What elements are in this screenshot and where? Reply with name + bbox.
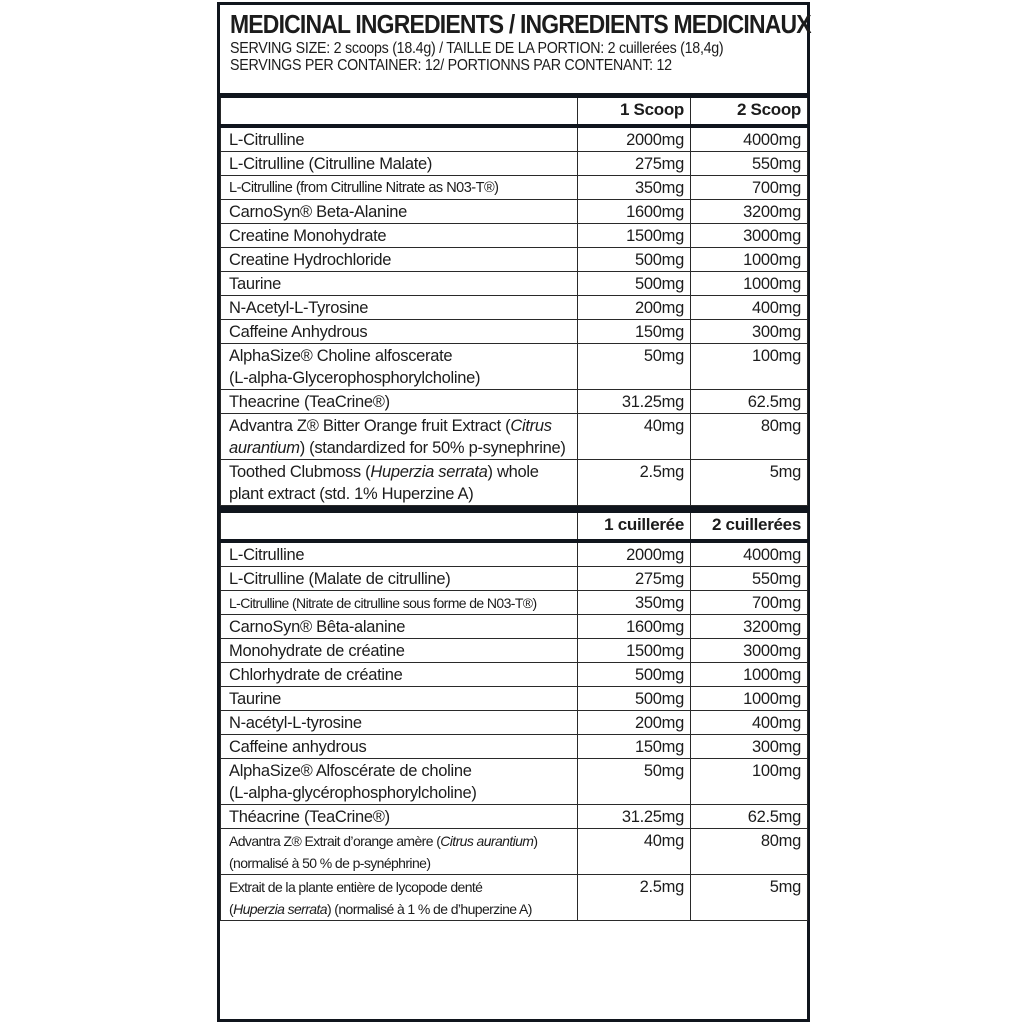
table-row xyxy=(221,591,808,615)
amount-2: 3000mg xyxy=(691,639,808,663)
amount-2: 4000mg xyxy=(691,126,808,152)
ingredient-name-line-2 xyxy=(229,437,571,459)
table-row xyxy=(221,320,808,344)
ingredient-name: CarnoSyn® Bêta-alanine xyxy=(221,615,578,639)
table-row xyxy=(221,615,808,639)
amount-1: 1500mg xyxy=(578,639,691,663)
ingredient-name-line-1: AlphaSize® Alfoscérate de choline xyxy=(229,762,472,780)
amount-2: 3000mg xyxy=(691,224,808,248)
table-row xyxy=(221,176,808,200)
table-row xyxy=(221,224,808,248)
amount-1: 1500mg xyxy=(578,224,691,248)
amount-2: 300mg xyxy=(691,735,808,759)
amount-2: 700mg xyxy=(691,176,808,200)
ingredient-name: N-acétyl-L-tyrosine xyxy=(221,711,578,735)
amount-2: 1000mg xyxy=(691,663,808,687)
table-row xyxy=(221,460,808,506)
amount-1: 2.5mg xyxy=(578,875,691,921)
ingredient-name-line-2: (L-alpha-glycérophosphorylcholine) xyxy=(229,784,477,802)
label-header xyxy=(220,5,811,93)
amount-1: 275mg xyxy=(578,152,691,176)
table-row xyxy=(221,344,808,390)
english-ingredients-table xyxy=(220,93,808,506)
amount-2: 5mg xyxy=(691,460,808,506)
amount-2: 80mg xyxy=(691,414,808,460)
latin-name: Citrus xyxy=(510,417,552,435)
amount-2: 700mg xyxy=(691,591,808,615)
table-row xyxy=(221,759,808,805)
table-row xyxy=(221,126,808,152)
amount-1: 350mg xyxy=(578,591,691,615)
table-header-row xyxy=(221,510,808,542)
table-row xyxy=(221,875,808,921)
ingredient-name: Taurine xyxy=(221,687,578,711)
ingredient-name-line-1 xyxy=(229,461,571,483)
name-text: ) xyxy=(533,833,538,849)
name-text: ) (standardized for 50% p-synephrine) xyxy=(299,439,566,457)
amount-2: 100mg xyxy=(691,344,808,390)
amount-1: 1600mg xyxy=(578,200,691,224)
amount-1: 2000mg xyxy=(578,541,691,567)
amount-1: 350mg xyxy=(578,176,691,200)
ingredient-name-line-2: (normalisé à 50 % de p-synéphrine) xyxy=(229,855,431,871)
amount-2: 1000mg xyxy=(691,248,808,272)
amount-2: 3200mg xyxy=(691,615,808,639)
table-row xyxy=(221,805,808,829)
ingredient-name: Taurine xyxy=(221,272,578,296)
amount-2: 62.5mg xyxy=(691,390,808,414)
table-row xyxy=(221,248,808,272)
table-row xyxy=(221,296,808,320)
amount-1: 200mg xyxy=(578,296,691,320)
header-blank-cell xyxy=(221,96,578,127)
ingredient-name-line-1 xyxy=(229,415,571,437)
ingredient-name: Caffeine Anhydrous xyxy=(221,320,578,344)
table-row xyxy=(221,414,808,460)
header-blank-cell xyxy=(221,510,578,542)
label-title: MEDICINAL INGREDIENTS / INGREDIENTS MEDICINAUX xyxy=(230,11,811,39)
amount-1: 150mg xyxy=(578,735,691,759)
amount-2: 80mg xyxy=(691,829,808,875)
table-row xyxy=(221,829,808,875)
ingredient-name: L-Citrulline xyxy=(221,126,578,152)
ingredient-name: L-Citrulline (Citrulline Malate) xyxy=(221,152,578,176)
amount-1: 500mg xyxy=(578,272,691,296)
ingredient-name: Caffeine anhydrous xyxy=(221,735,578,759)
amount-1: 500mg xyxy=(578,248,691,272)
serving-size: SERVING SIZE: 2 scoops (18.4g) / TAILLE DE LA PORTION: 2 cuillerées (18,4g) xyxy=(230,40,724,57)
amount-2: 4000mg xyxy=(691,541,808,567)
latin-name: Huperzia serrata xyxy=(370,463,488,481)
amount-1: 500mg xyxy=(578,663,691,687)
ingredient-name-line-1: Extrait de la plante entière de lycopode denté xyxy=(229,879,483,895)
name-text: ) (normalisé à 1 % de d’huperzine A) xyxy=(326,901,532,917)
ingredient-name: L-Citrulline xyxy=(221,541,578,567)
ingredient-name: Creatine Hydrochloride xyxy=(221,248,578,272)
amount-1: 2000mg xyxy=(578,126,691,152)
amount-2: 1000mg xyxy=(691,272,808,296)
name-text: ( xyxy=(229,901,234,917)
name-text: ) whole xyxy=(487,463,539,481)
amount-1: 200mg xyxy=(578,711,691,735)
table-row xyxy=(221,711,808,735)
amount-2: 5mg xyxy=(691,875,808,921)
table-row xyxy=(221,663,808,687)
column-header-2-scoop: 2 Scoop xyxy=(691,96,808,127)
table-row xyxy=(221,735,808,759)
ingredient-name: Creatine Monohydrate xyxy=(221,224,578,248)
ingredient-name: CarnoSyn® Beta-Alanine xyxy=(221,200,578,224)
amount-1: 50mg xyxy=(578,759,691,805)
amount-1: 500mg xyxy=(578,687,691,711)
ingredient-name xyxy=(221,344,578,390)
ingredient-name-line-1 xyxy=(229,830,571,852)
ingredient-name xyxy=(221,829,578,875)
table-row xyxy=(221,200,808,224)
latin-name: aurantium xyxy=(229,439,300,457)
table-row xyxy=(221,152,808,176)
ingredient-name xyxy=(221,414,578,460)
amount-2: 400mg xyxy=(691,711,808,735)
ingredient-name xyxy=(221,460,578,506)
ingredient-name: Chlorhydrate de créatine xyxy=(221,663,578,687)
amount-2: 1000mg xyxy=(691,687,808,711)
table-row xyxy=(221,567,808,591)
name-text: Toothed Clubmoss ( xyxy=(229,463,371,481)
amount-2: 550mg xyxy=(691,567,808,591)
name-text: Advantra Z® Extrait d’orange amère ( xyxy=(229,833,441,849)
column-header-1-scoop: 1 Scoop xyxy=(578,96,691,127)
ingredient-name-line-1: AlphaSize® Choline alfoscerate xyxy=(229,347,453,365)
ingredient-name: L-Citrulline (Malate de citrulline) xyxy=(221,567,578,591)
amount-2: 550mg xyxy=(691,152,808,176)
ingredient-name: L-Citrulline (Nitrate de citrulline sous forme de N03-T®) xyxy=(221,591,578,615)
amount-1: 150mg xyxy=(578,320,691,344)
amount-1: 50mg xyxy=(578,344,691,390)
amount-2: 300mg xyxy=(691,320,808,344)
table-row xyxy=(221,272,808,296)
amount-2: 400mg xyxy=(691,296,808,320)
table-header-row xyxy=(221,96,808,127)
name-text: Advantra Z® Bitter Orange fruit Extract ( xyxy=(229,417,511,435)
ingredient-name: L-Citrulline (from Citrulline Nitrate as N03-T®) xyxy=(221,176,578,200)
amount-2: 3200mg xyxy=(691,200,808,224)
amount-1: 275mg xyxy=(578,567,691,591)
table-row xyxy=(221,541,808,567)
column-header-1-cuilleree: 1 cuillerée xyxy=(578,510,691,542)
amount-1: 31.25mg xyxy=(578,390,691,414)
latin-name: Huperzia serrata xyxy=(233,901,327,917)
ingredient-name: N-Acetyl-L-Tyrosine xyxy=(221,296,578,320)
ingredient-name xyxy=(221,875,578,921)
column-header-2-cuillerees: 2 cuillerées xyxy=(691,510,808,542)
ingredient-name: Monohydrate de créatine xyxy=(221,639,578,663)
amount-1: 31.25mg xyxy=(578,805,691,829)
ingredient-name: Theacrine (TeaCrine®) xyxy=(221,390,578,414)
latin-name: Citrus aurantium xyxy=(440,833,534,849)
amount-1: 40mg xyxy=(578,829,691,875)
amount-2: 100mg xyxy=(691,759,808,805)
table-row xyxy=(221,390,808,414)
ingredient-name: Théacrine (TeaCrine®) xyxy=(221,805,578,829)
amount-2: 62.5mg xyxy=(691,805,808,829)
amount-1: 40mg xyxy=(578,414,691,460)
ingredient-name-line-2: plant extract (std. 1% Huperzine A) xyxy=(229,485,474,503)
table-row xyxy=(221,687,808,711)
amount-1: 2.5mg xyxy=(578,460,691,506)
table-row xyxy=(221,639,808,663)
ingredient-name-line-2: (L-alpha-Glycerophosphorylcholine) xyxy=(229,369,481,387)
ingredient-name-line-2 xyxy=(229,898,571,920)
ingredient-name xyxy=(221,759,578,805)
servings-per-container: SERVINGS PER CONTAINER: 12/ PORTIONNS PAR CONTENANT: 12 xyxy=(230,57,672,74)
supplement-facts-label xyxy=(217,2,810,1022)
french-ingredients-table xyxy=(220,506,808,921)
amount-1: 1600mg xyxy=(578,615,691,639)
